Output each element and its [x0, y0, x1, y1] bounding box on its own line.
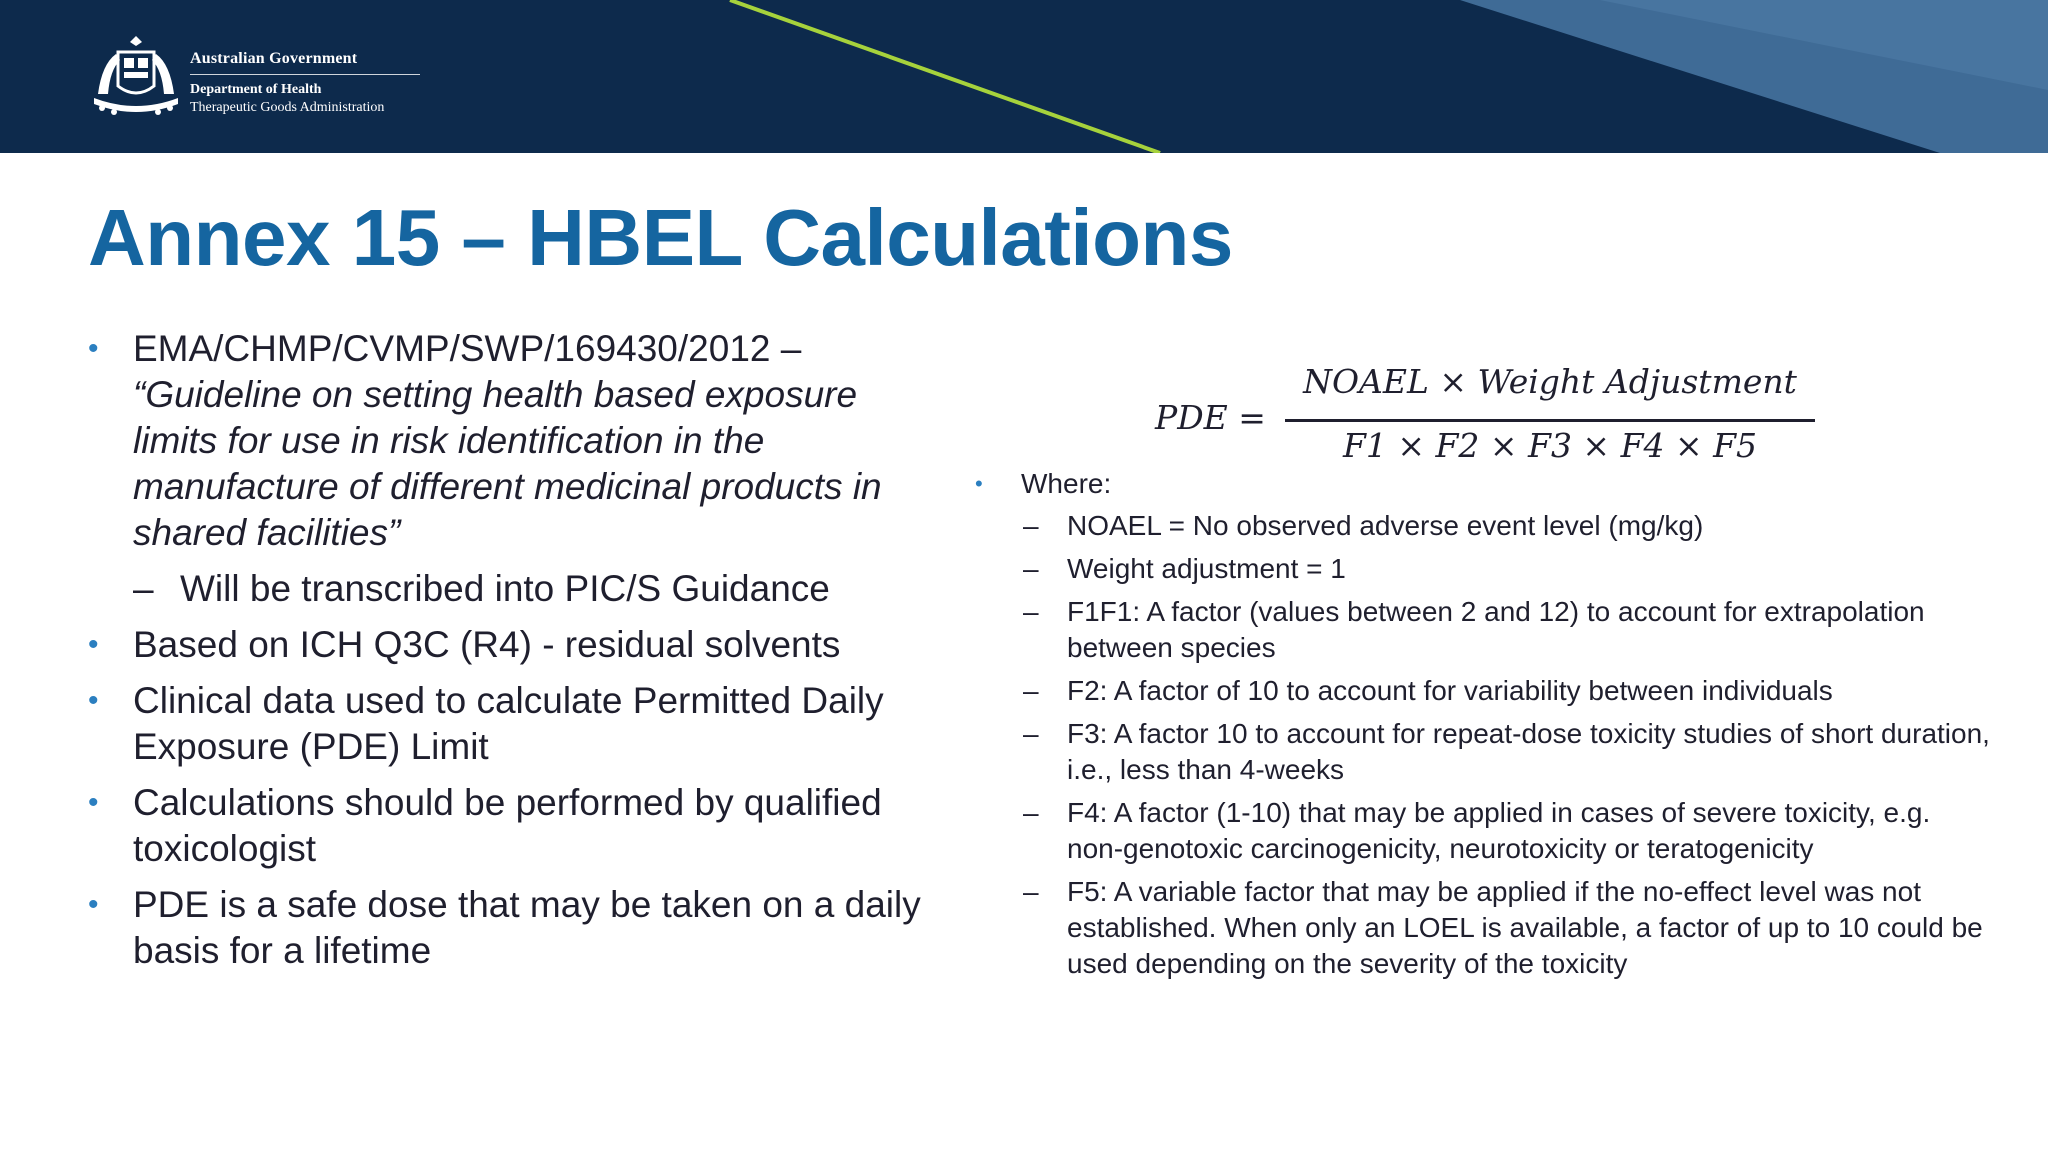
where-label: Where: — [1021, 468, 1112, 499]
definition-text: F1F1: A factor (values between 2 and 12) to account for extrapolation between species — [1067, 596, 1925, 663]
sub-bullet-pics — [88, 566, 928, 612]
bullet-toxicologist — [88, 780, 928, 872]
bullet-dot: • — [88, 786, 99, 819]
definition-text: F5: A variable factor that may be applied if the no-effect level was not established. When only an LOEL is available, a factor of up to 10 could be used depending on the severity of the toxicity — [1067, 876, 1983, 979]
dash-marker: – — [1023, 718, 1039, 749]
bullet-text: Calculations should be performed by qualified toxicologist — [133, 782, 882, 869]
dash-marker: – — [1023, 675, 1039, 706]
guideline-title: “Guideline on setting health based exposure limits for use in risk identification in the manufacture of different medicinal products in shared facilities” — [133, 374, 882, 553]
bullet-dot: • — [88, 888, 99, 921]
coat-of-arms-icon — [90, 34, 182, 124]
bullet-text: PDE is a safe dose that may be taken on a daily basis for a lifetime — [133, 884, 921, 971]
org-name: Australian Government — [190, 50, 358, 67]
dash-marker: – — [133, 568, 154, 609]
logo-divider — [190, 74, 420, 75]
formula-denominator: F1 × F2 × F3 × F4 × F5 — [1343, 426, 1757, 465]
bullet-pde-definition — [88, 882, 928, 974]
left-bullet-list — [88, 326, 928, 984]
bullet-dot: • — [975, 471, 983, 496]
department-name: Department of Health — [190, 82, 322, 97]
header-banner — [0, 0, 2048, 153]
bullet-text: Clinical data used to calculate Permitted Daily Exposure (PDE) Limit — [133, 680, 884, 767]
bullet-guideline — [88, 326, 928, 556]
definition-text: F4: A factor (1-10) that may be applied in cases of severe toxicity, e.g. non-genotoxic carcinogenicity, neurotoxicity or teratogenicity — [1067, 797, 1931, 864]
bullet-dot: • — [88, 628, 99, 661]
right-bullet-list — [970, 466, 1990, 989]
pde-formula — [1155, 362, 1815, 472]
bullet-text: Based on ICH Q3C (R4) - residual solvents — [133, 624, 841, 665]
definition-item — [970, 716, 1990, 788]
definition-text: NOAEL = No observed adverse event level (mg/kg) — [1067, 510, 1704, 541]
dash-marker: – — [1023, 510, 1039, 541]
definition-item — [970, 508, 1990, 544]
fraction-bar — [1285, 419, 1815, 422]
dash-marker: – — [1023, 876, 1039, 907]
definition-item — [970, 673, 1990, 709]
bullet-dot: • — [88, 684, 99, 717]
definition-item — [970, 594, 1990, 666]
guideline-code: EMA/CHMP/CVMP/SWP/169430/2012 – — [133, 328, 802, 369]
definition-text: F3: A factor 10 to account for repeat-dose toxicity studies of short duration, i.e., less than 4-weeks — [1067, 718, 1990, 785]
dash-marker: – — [1023, 797, 1039, 828]
agency-name: Therapeutic Goods Administration — [190, 100, 385, 115]
definition-item — [970, 795, 1990, 867]
bullet-dot: • — [88, 332, 99, 365]
formula-numerator: NOAEL × Weight Adjustment — [1303, 362, 1797, 401]
definition-text: Weight adjustment = 1 — [1067, 553, 1346, 584]
bullet-where — [970, 466, 1990, 502]
formula-lhs: PDE = — [1155, 398, 1266, 437]
government-logo — [90, 34, 450, 124]
bullet-clinical-data — [88, 678, 928, 770]
definition-text: F2: A factor of 10 to account for variability between individuals — [1067, 675, 1833, 706]
dash-marker: – — [1023, 596, 1039, 627]
definition-item — [970, 551, 1990, 587]
sub-bullet-text: Will be transcribed into PIC/S Guidance — [180, 568, 830, 609]
definition-item — [970, 874, 1990, 982]
bullet-ich — [88, 622, 928, 668]
dash-marker: – — [1023, 553, 1039, 584]
slide-title: Annex 15 – HBEL Calculations — [88, 193, 1233, 282]
